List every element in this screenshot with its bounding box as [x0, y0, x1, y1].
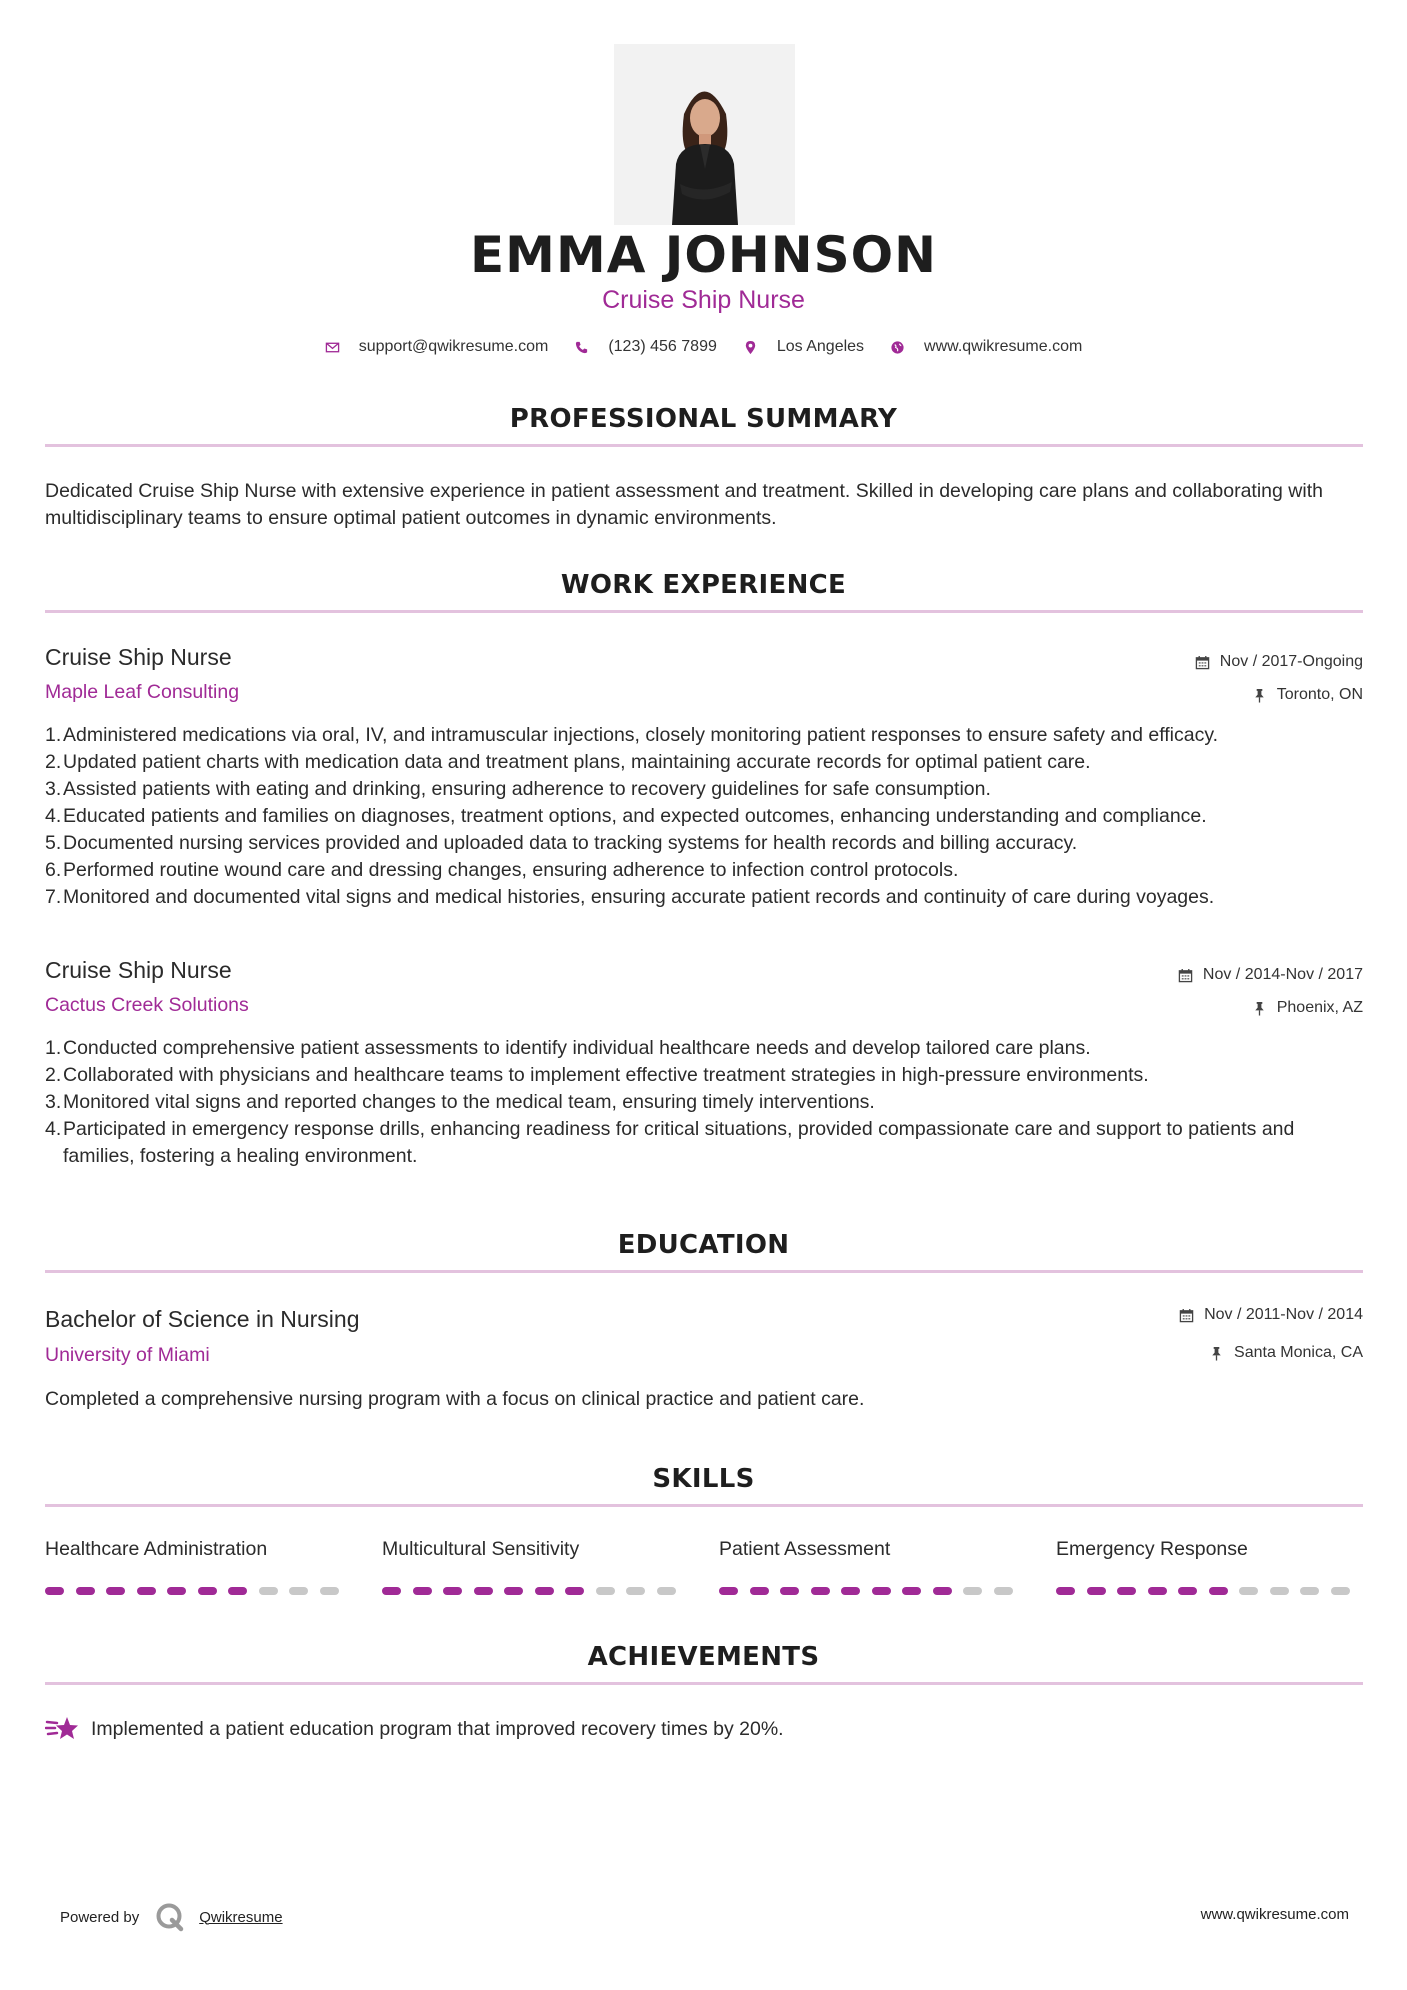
powered-by-label: Powered by: [60, 1908, 140, 1926]
skill-dot-filled: [474, 1587, 493, 1595]
footer-powered-by: [60, 1902, 283, 1932]
skill-dot-filled: [137, 1587, 156, 1595]
job-responsibilities: [45, 722, 1367, 911]
job-dates: [1195, 653, 1363, 671]
skill-dot-filled: [933, 1587, 952, 1595]
skill-dot-empty: [994, 1587, 1013, 1595]
pushpin-icon: [1252, 688, 1267, 703]
skill-dot-filled: [76, 1587, 95, 1595]
skill-dot-filled: [106, 1587, 125, 1595]
section-divider: [45, 610, 1363, 613]
skill-dot-empty: [1270, 1587, 1289, 1595]
profile-photo: [614, 44, 795, 225]
skill-dot-filled: [565, 1587, 584, 1595]
contact-phone[interactable]: [574, 338, 717, 356]
section-divider: [45, 1682, 1363, 1685]
skill-dot-empty: [1300, 1587, 1319, 1595]
skill-dot-filled: [780, 1587, 799, 1595]
qwikresume-logo-icon: [155, 1902, 185, 1932]
phone-icon: [574, 340, 590, 355]
skill-dot-filled: [872, 1587, 891, 1595]
skill-dot-filled: [1056, 1587, 1075, 1595]
skill-rating: [45, 1587, 350, 1595]
footer-url[interactable]: www.qwikresume.com: [1200, 1906, 1349, 1923]
calendar-icon: [1195, 655, 1210, 670]
skill-dot-empty: [289, 1587, 308, 1595]
skill-dot-empty: [1331, 1587, 1350, 1595]
skill-dot-filled: [719, 1587, 738, 1595]
pushpin-icon: [1252, 1001, 1267, 1016]
section-title-summary: PROFESSIONAL SUMMARY: [509, 404, 898, 434]
education-description: Completed a comprehensive nursing program with a focus on clinical practice and patient care.: [45, 1388, 865, 1410]
education-location-text: Santa Monica, CA: [1234, 1344, 1363, 1361]
skill-dot-filled: [750, 1587, 769, 1595]
section-title-experience: WORK EXPERIENCE: [560, 570, 847, 600]
job-dates: [1178, 966, 1363, 984]
list-item: Participated in emergency response drills, enhancing readiness for critical situations, provided compassionate care and support to patients and families, fostering a healing environment.: [63, 1118, 1295, 1167]
achievement-item: [45, 1714, 784, 1744]
list-item: Updated patient charts with medication data and treatment plans, maintaining accurate records for optimal patient care.: [63, 751, 1091, 773]
degree-title: Bachelor of Science in Nursing: [45, 1306, 360, 1332]
job-title: Cruise Ship Nurse: [45, 957, 232, 983]
job-location-text: Phoenix, AZ: [1276, 999, 1363, 1016]
section-divider: [45, 1270, 1363, 1273]
section-title-achievements: ACHIEVEMENTS: [587, 1642, 820, 1672]
skill-name: Healthcare Administration: [45, 1538, 268, 1560]
list-item: Assisted patients with eating and drinking, ensuring adherence to recovery guidelines for safe consumption.: [63, 778, 991, 800]
website-text: www.qwikresume.com: [924, 338, 1083, 355]
skill-dot-empty: [963, 1587, 982, 1595]
job-location-text: Toronto, ON: [1276, 686, 1363, 703]
person-photo-icon: [614, 44, 795, 225]
job-dates-text: Nov / 2014-Nov / 2017: [1202, 966, 1363, 983]
skill-dot-filled: [535, 1587, 554, 1595]
contact-bar: [0, 338, 1407, 356]
skill-dot-filled: [45, 1587, 64, 1595]
calendar-icon: [1178, 968, 1193, 983]
contact-website[interactable]: [890, 338, 1082, 356]
skill-dot-empty: [259, 1587, 278, 1595]
skill-dot-filled: [811, 1587, 830, 1595]
skill-dot-filled: [1148, 1587, 1167, 1595]
envelope-icon: [325, 340, 341, 355]
education-dates: [1179, 1306, 1363, 1324]
skill-dot-filled: [382, 1587, 401, 1595]
map-pin-icon: [743, 340, 759, 355]
list-item: Monitored and documented vital signs and medical histories, ensuring accurate patient records and continuity of care during voyages.: [63, 886, 1215, 908]
job-location: [1252, 686, 1363, 704]
section-title-skills: SKILLS: [652, 1464, 755, 1494]
job-company: Maple Leaf Consulting: [45, 681, 240, 703]
school-name: University of Miami: [45, 1344, 210, 1366]
candidate-role: Cruise Ship Nurse: [602, 286, 805, 314]
summary-text: Dedicated Cruise Ship Nurse with extensive experience in patient assessment and treatment. Skilled in developing care plans and collaborating with multidisciplinary teams to ensure optimal patient outcomes in dynamic environments.: [45, 480, 1323, 529]
list-item: Monitored vital signs and reported changes to the medical team, ensuring timely interventions.: [63, 1091, 875, 1113]
education-dates-text: Nov / 2011-Nov / 2014: [1204, 1306, 1363, 1323]
job-location: [1252, 999, 1363, 1017]
achievement-text: Implemented a patient education program that improved recovery times by 20%.: [91, 1717, 784, 1740]
skill-name: Patient Assessment: [719, 1538, 891, 1560]
list-item: Collaborated with physicians and healthcare teams to implement effective treatment strategies in high-pressure environments.: [63, 1064, 1149, 1086]
section-title-education: EDUCATION: [617, 1230, 790, 1260]
skill-rating: [719, 1587, 1024, 1595]
section-divider: [45, 1504, 1363, 1507]
phone-text: (123) 456 7899: [608, 338, 717, 355]
job-dates-text: Nov / 2017-Ongoing: [1219, 653, 1363, 670]
skill-dot-filled: [504, 1587, 523, 1595]
skill-dot-filled: [443, 1587, 462, 1595]
shooting-star-icon: [45, 1714, 79, 1744]
job-responsibilities: [45, 1035, 1367, 1170]
skill-dot-empty: [320, 1587, 339, 1595]
skill-dot-filled: [1117, 1587, 1136, 1595]
globe-icon: [890, 340, 906, 355]
skill-dot-empty: [596, 1587, 615, 1595]
contact-location: [743, 338, 864, 356]
skill-dot-filled: [198, 1587, 217, 1595]
skill-rating: [1056, 1587, 1361, 1595]
location-text: Los Angeles: [776, 338, 865, 355]
skill-dot-filled: [1178, 1587, 1197, 1595]
section-divider: [45, 444, 1363, 447]
skill-dot-filled: [413, 1587, 432, 1595]
list-item: Performed routine wound care and dressing changes, ensuring adherence to infection control protocols.: [63, 859, 959, 881]
contact-email[interactable]: [325, 338, 549, 356]
list-item: Educated patients and families on diagnoses, treatment options, and expected outcomes, enhancing understanding and compliance.: [63, 805, 1207, 827]
email-text: support@qwikresume.com: [358, 338, 549, 355]
skill-dot-empty: [1239, 1587, 1258, 1595]
skill-dot-filled: [1087, 1587, 1106, 1595]
job-company: Cactus Creek Solutions: [45, 994, 249, 1016]
qwikresume-link[interactable]: Qwikresume: [199, 1908, 283, 1926]
calendar-icon: [1179, 1308, 1194, 1323]
skill-dot-empty: [657, 1587, 676, 1595]
skill-dot-filled: [228, 1587, 247, 1595]
skill-dot-filled: [167, 1587, 186, 1595]
list-item: Administered medications via oral, IV, and intramuscular injections, closely monitoring patient responses to ensure safety and efficacy.: [63, 724, 1219, 746]
skill-name: Multicultural Sensitivity: [382, 1538, 580, 1560]
education-location: [1209, 1344, 1363, 1362]
skill-dot-filled: [902, 1587, 921, 1595]
skill-name: Emergency Response: [1056, 1538, 1248, 1560]
candidate-name: EMMA JOHNSON: [470, 226, 937, 284]
skill-dot-filled: [841, 1587, 860, 1595]
skill-rating: [382, 1587, 687, 1595]
list-item: Conducted comprehensive patient assessments to identify individual healthcare needs and develop tailored care plans.: [63, 1037, 1091, 1059]
skill-dot-empty: [626, 1587, 645, 1595]
list-item: Documented nursing services provided and uploaded data to tracking systems for health records and billing accuracy.: [63, 832, 1078, 854]
pushpin-icon: [1209, 1346, 1224, 1361]
job-title: Cruise Ship Nurse: [45, 644, 232, 670]
skill-dot-filled: [1209, 1587, 1228, 1595]
